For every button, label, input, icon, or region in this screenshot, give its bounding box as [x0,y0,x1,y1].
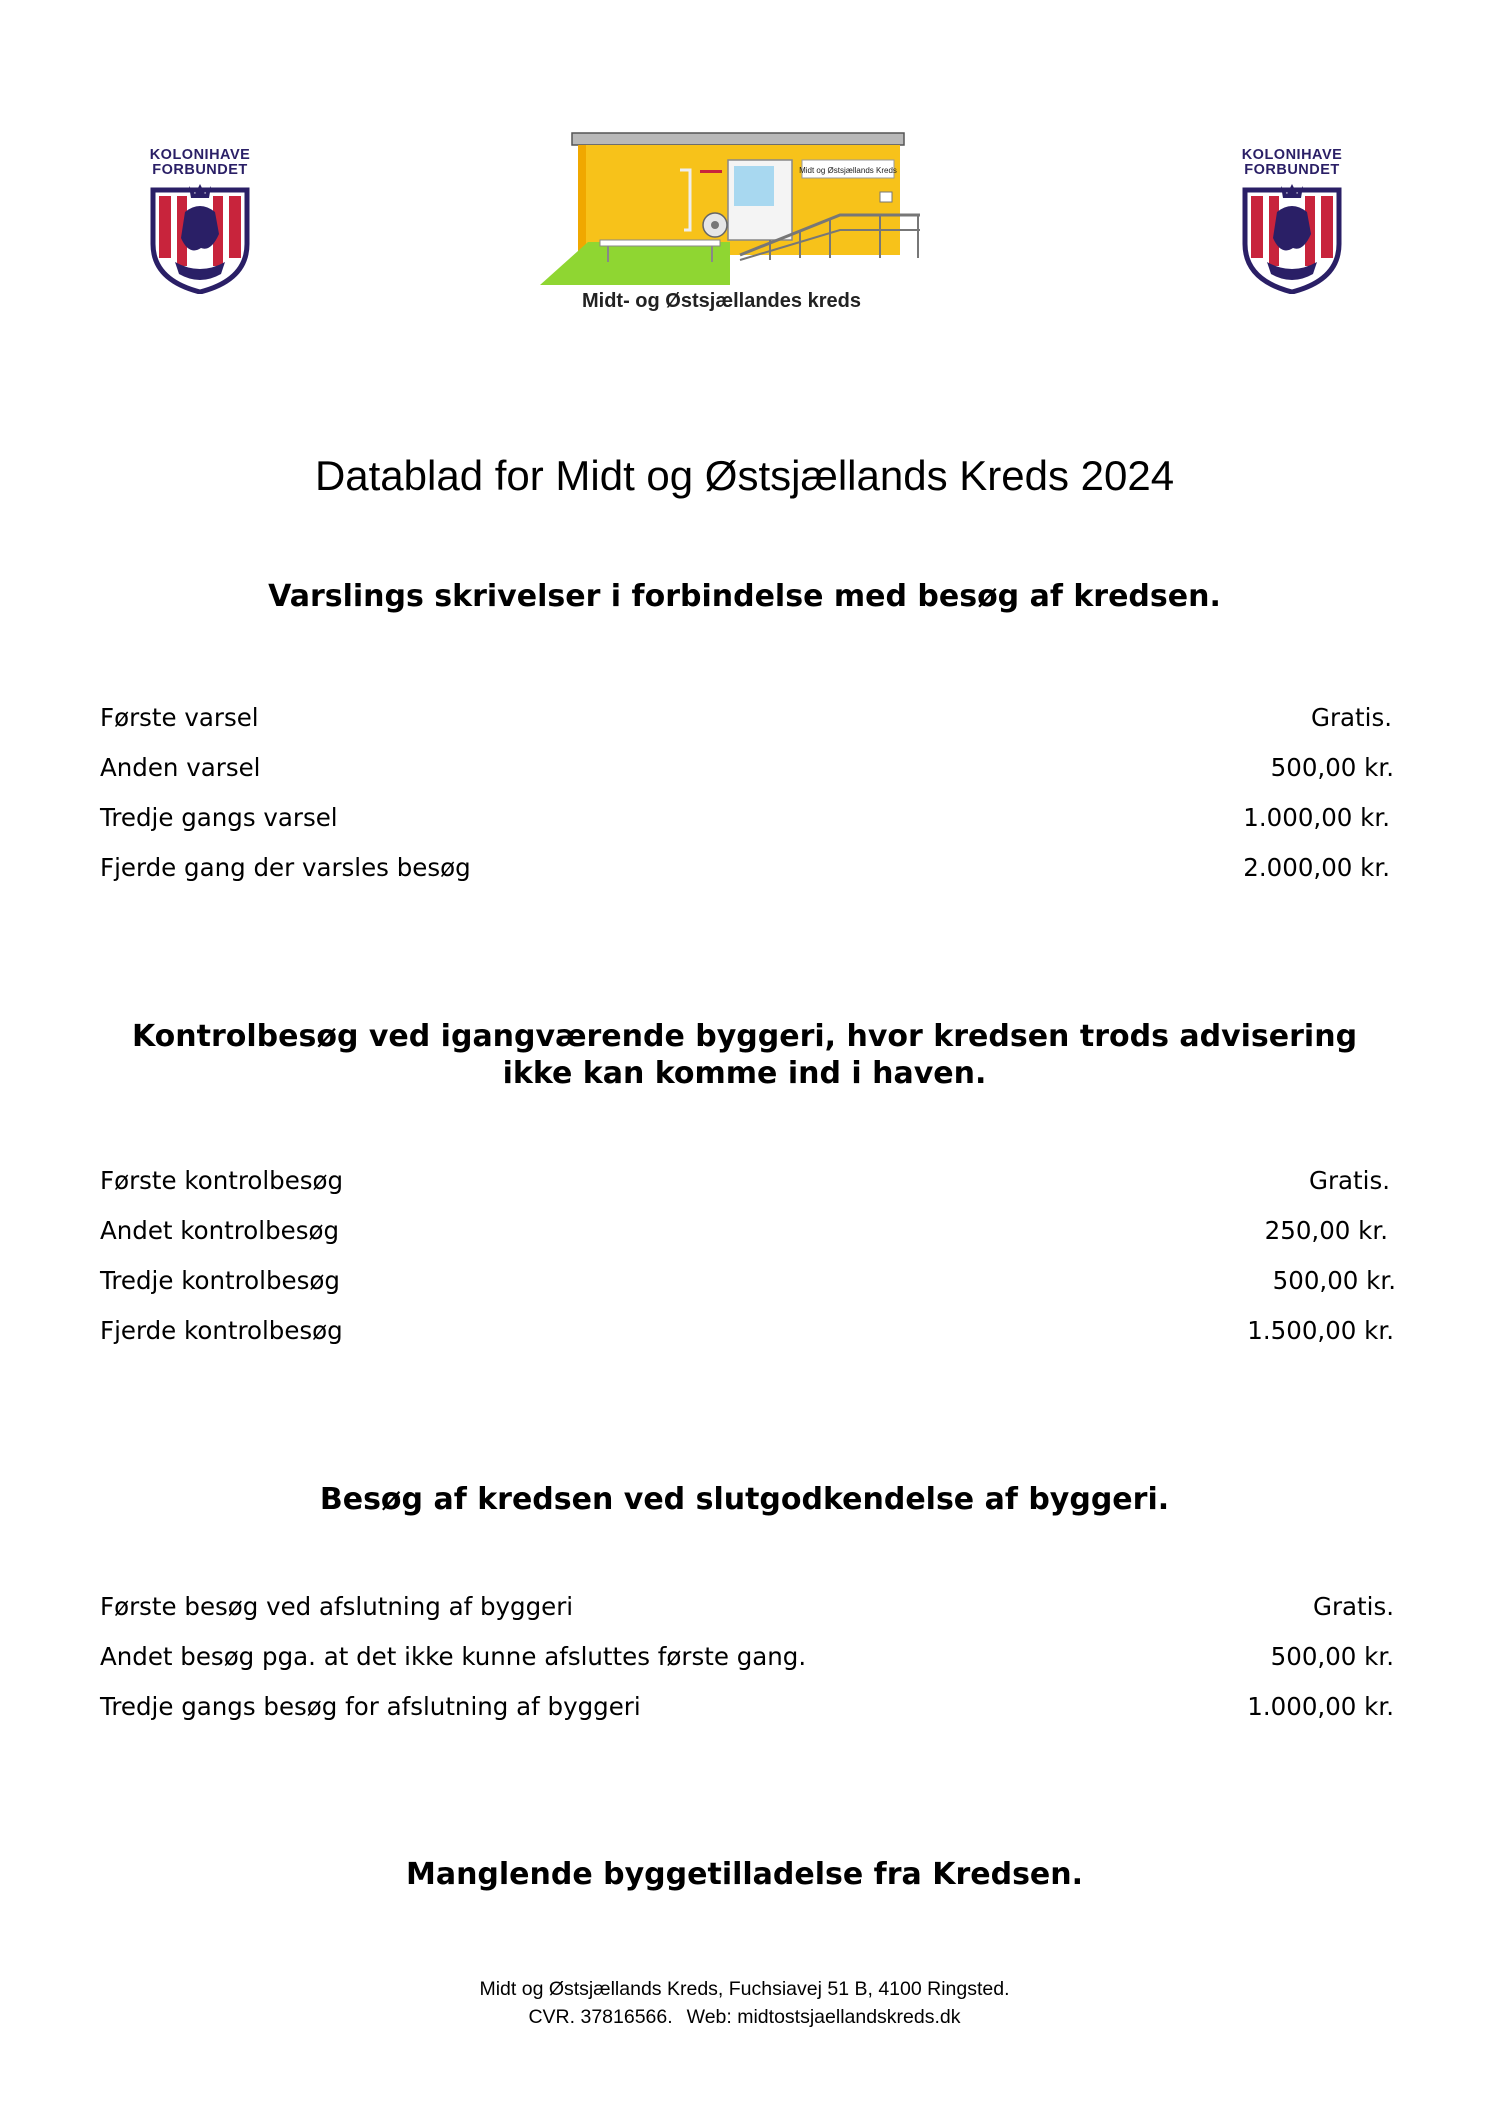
fee-value: 500,00 kr. [1270,1642,1394,1671]
section-heading-line: Kontrolbesøg ved igangværende byggeri, hvor kredsen trods advisering [131,1019,1358,1054]
shield-icon [1237,182,1347,294]
emblem-text-line1: KOLONIHAVE [1241,147,1343,163]
fee-label: Første besøg ved afslutning af byggeri [100,1592,574,1621]
section-heading-line: ikke kan komme ind i haven. [502,1056,987,1091]
fee-value: 500,00 kr. [1270,753,1394,782]
footer [0,1975,1489,2031]
fee-value: Gratis. [1310,703,1392,732]
section-heading-varsling: Varslings skrivelser i forbindelse med besøg af kredsen. [268,579,1221,614]
kolonihave-forbundet-emblem-right [1232,148,1352,298]
fee-value: 1.500,00 kr. [1247,1316,1394,1345]
fee-value: 2.000,00 kr. [1243,853,1390,882]
kolonihave-house-icon [540,130,960,290]
fee-row [100,1166,1396,1206]
document-title: Datablad for Midt og Østsjællands Kreds 2024 [314,452,1175,499]
footer-contact-line [0,2003,1489,2031]
fee-row [100,1692,1396,1732]
fee-label: Anden varsel [100,753,261,782]
fee-value: 1.000,00 kr. [1247,1692,1394,1721]
fee-label: Tredje kontrolbesøg [100,1266,340,1295]
footer-web: Web: midtostsjaellandskreds.dk [686,2006,961,2028]
fee-row [100,853,1396,893]
fee-label: Andet kontrolbesøg [100,1216,340,1245]
kolonihave-forbundet-emblem-left [140,148,260,298]
fee-row [100,1592,1396,1632]
fee-row [100,1266,1396,1306]
fee-value: Gratis. [1308,1166,1390,1195]
emblem-text-line2: FORBUNDET [152,162,248,178]
emblem-text-line2: FORBUNDET [1244,162,1340,178]
sign-text: Midt og Østsjællands Kreds [799,166,897,175]
fee-label: Andet besøg pga. at det ikke kunne afsluttes første gang. [100,1642,807,1671]
emblem-text-line1: KOLONIHAVE [149,147,251,163]
fee-label: Første varsel [100,703,259,732]
fee-value: 1.000,00 kr. [1243,803,1390,832]
fee-value: 500,00 kr. [1272,1266,1396,1295]
fee-label: Fjerde gang der varsles besøg [100,853,471,882]
section-heading-kontrolbesog [120,1018,1369,1092]
shield-icon [145,182,255,294]
fee-value: Gratis. [1312,1592,1394,1621]
kreds-logo-caption: Midt- og Østsjællandes kreds [582,290,861,312]
fee-row [100,803,1396,843]
fee-label: Tredje gangs varsel [100,803,338,832]
fee-row [100,703,1396,743]
fee-row [100,1216,1396,1256]
kreds-logo [540,130,960,320]
section-heading-slutgodkendelse: Besøg af kredsen ved slutgodkendelse af byggeri. [319,1482,1170,1517]
fee-label: Første kontrolbesøg [100,1166,344,1195]
footer-cvr: CVR. 37816566. [528,2006,673,2028]
fee-value: 250,00 kr. [1264,1216,1388,1245]
section-heading-byggetilladelse: Manglende byggetilladelse fra Kredsen. [405,1857,1084,1892]
fee-label: Tredje gangs besøg for afslutning af byggeri [100,1692,641,1721]
footer-address: Midt og Østsjællands Kreds, Fuchsiavej 51 B, 4100 Ringsted. [479,1978,1010,2000]
fee-row [100,1316,1396,1356]
fee-row [100,753,1396,793]
fee-row [100,1642,1396,1682]
fee-label: Fjerde kontrolbesøg [100,1316,343,1345]
